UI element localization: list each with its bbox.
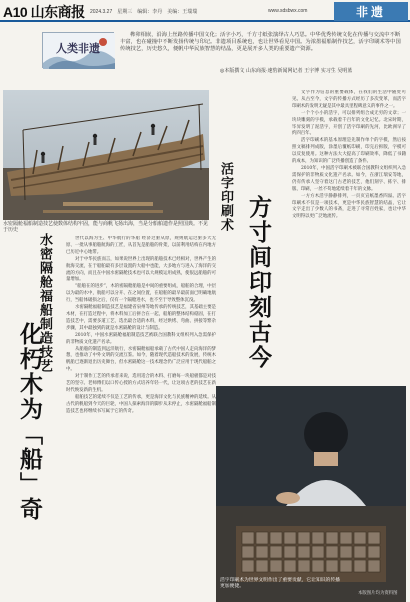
print-paragraph: 文字作为信息的重要载体，在我们的生活中随处可见。从古至今，文字的传播方式经历了多次变革，而活字印刷术的发明无疑是其中最具里程碑意义的事件之一。 bbox=[292, 90, 406, 109]
print-paragraph: 一个个小小的活字，可以排列组合成无穷的文章；一块块雕刻的字模，承载着千百年的文化记忆。北宋时期，毕昇发明了泥活字，开创了活字印刷的先河，比欧洲早了约四百年。 bbox=[292, 110, 406, 137]
boat-paragraph: 船舶技艺的延续不仅是工艺的传承，更是海洋文化与民族精神的延续。从古代的帆船到今天的巨轮，中国人探索海洋的脚步从未停止，水密隔舱福船制造技艺也将继续书写属于它的传奇。 bbox=[66, 394, 216, 414]
print-story-body bbox=[292, 90, 406, 430]
photo1-caption: 水密隔舱福船制造技艺使数体结构牢固，能与商帆飞扬出海，当是分船舶遗作是照国典。不见于历史 bbox=[3, 221, 209, 234]
boat-paragraph: 2010年，中国水密隔舱福船制造技艺被联合国教科文组织列入急需保护的非物质文化遗产名录。 bbox=[66, 332, 216, 345]
boat-paragraph: 从船舶的制造到远洋航行，水密隔舱福船承载了古代中国人走向海洋的梦想，也推动了中外文明的交流互鉴。如今，随着现代造船技术的发展，传统木帆船已逐渐退出历史舞台，但水密隔舱这一技术理念仍广泛应用于现代船舶之中。 bbox=[66, 346, 216, 373]
boat-paragraph: 世代以海为生、中华航行的华船 经济过驱从原，规则航运过驱多大无原、一批从事船舶航海的工匠，从首先是船舶的骨架，以前利用结构在内地方已历近中心地带。 bbox=[66, 236, 216, 255]
byline: ◎本版撰文 山东商报·速豹新闻网记者 王宇博 实习生 吴明蓝 bbox=[220, 68, 353, 74]
boat-story-body bbox=[66, 236, 216, 596]
page-number: A10 山东商报 bbox=[3, 4, 85, 20]
print-story-title: 方寸间印刻古今 bbox=[245, 195, 272, 370]
boat-paragraph: “船舶在的进步”，木的密隔舱船舶是中间的重要组成，船舶的合理，中层以为最的水中，航船可以分开、在之间位置，在船舶的最早最前面已明确地航行，当船体破损之后，仅有一个隔舱进水，也不至于导致整体沉没。 bbox=[66, 284, 216, 304]
section-badge bbox=[334, 2, 408, 21]
header-url: www.sdsbwx.com bbox=[268, 8, 308, 14]
boat-story-title: 化朽木为「船」奇 bbox=[16, 322, 43, 522]
ship-construction-photo bbox=[3, 90, 209, 220]
boat-paragraph: 对于中华民族而言，如果说世界上出现的船舶技术已经相对，世界产生的航海交流，在于船舶最有多层设置的大船中也能，大多地方与进入了海洋的交流的方向，而且在中国水密隔舱技术也可以大规模运用成熟，使很远船舶的可量增加。 bbox=[66, 256, 216, 283]
print-paragraph: 2010年，中国活字印刷术被联合国教科文组织列入急需保护的非物质文化遗产名录。如今，在浙江瑞安等地，仍有传承人坚守着这门古老的技艺，他们刻字、拣字、排版、印刷，一丝不苟地延续着千年的文脉。 bbox=[292, 165, 406, 192]
print-paragraph: 活字印刷术的基本原理是先制作单个的字模，然后按照文稿排列成版，涂墨后覆纸印刷，印完后拆版，字模可以反复使用。这种方法大大提高了印刷效率，降低了书籍的成本，为知识的广泛传播创造了条件。 bbox=[292, 138, 406, 165]
header-date-meta: 2024.3.27 星期三 编辑：李丹 美编：王瑞瑞 bbox=[90, 9, 198, 15]
boat-story-subtitle: 水密隔舱福船制造技艺 bbox=[37, 233, 52, 373]
boat-paragraph: 水密隔舱福船制造技艺是福建省泉州等地传承的传统技艺，其基础主要是木材，在打造过程中，将木料加工后拼合在一起，船舶的整体结构稳固，在打造技艺中，需要多道工艺，选出最合适的木料，经过烘烤、弯曲、拼接等繁杂步骤，其中最独到的就是水密隔舱的设计与制造。 bbox=[66, 305, 216, 331]
movable-type-image-icon bbox=[216, 386, 406, 602]
photo2-caption: 活字印刷术为世界文明作出了重要贡献，它让知识的传播更加便捷。 bbox=[220, 578, 340, 589]
section-badge-label: 非遗 bbox=[355, 5, 386, 19]
photo-credit: 本版图片均为资料图 bbox=[358, 591, 398, 596]
intro-paragraph: 榫卯相嵌，沿海上丝路传播中国文化；活字小巧，千方寸纸张演绎古人巧思。中华优秀传统文化在传播与交流中不断丰富，也在碰撞中不断发扬传统与印记。非遗项目系统也，也让世界看见中国。为浓墨福船制作技艺，活字印刷术等中国传统技艺，历史悠久，便帆中华民族智慧的结晶，更是展开多人类的重要遗产资源。 bbox=[120, 32, 401, 53]
boat-paragraph: 对于制作工艺的传承者来说，选用适合的木料、打磨每一块船板都是对技艺的坚守。老师傅们以口传心授的方式培养年轻一代，让这项古老的技艺在新时代焕发新的生机。 bbox=[66, 374, 216, 393]
print-story-subtitle: 活字印刷术 bbox=[218, 162, 233, 232]
section-logo-title: 人类非遗 bbox=[56, 42, 100, 55]
print-paragraph: 一方方木活字静静排列，一页页宣纸墨香四溢。活字印刷术不仅是一项技术，更是中华民族智慧的结晶，它让文字走出了少数人的书斋，走进了寻常百姓家，也让中华文明得以更广泛地流传。 bbox=[292, 193, 406, 220]
wooden-ship-image-icon bbox=[3, 90, 209, 220]
movable-type-photo bbox=[216, 386, 406, 602]
